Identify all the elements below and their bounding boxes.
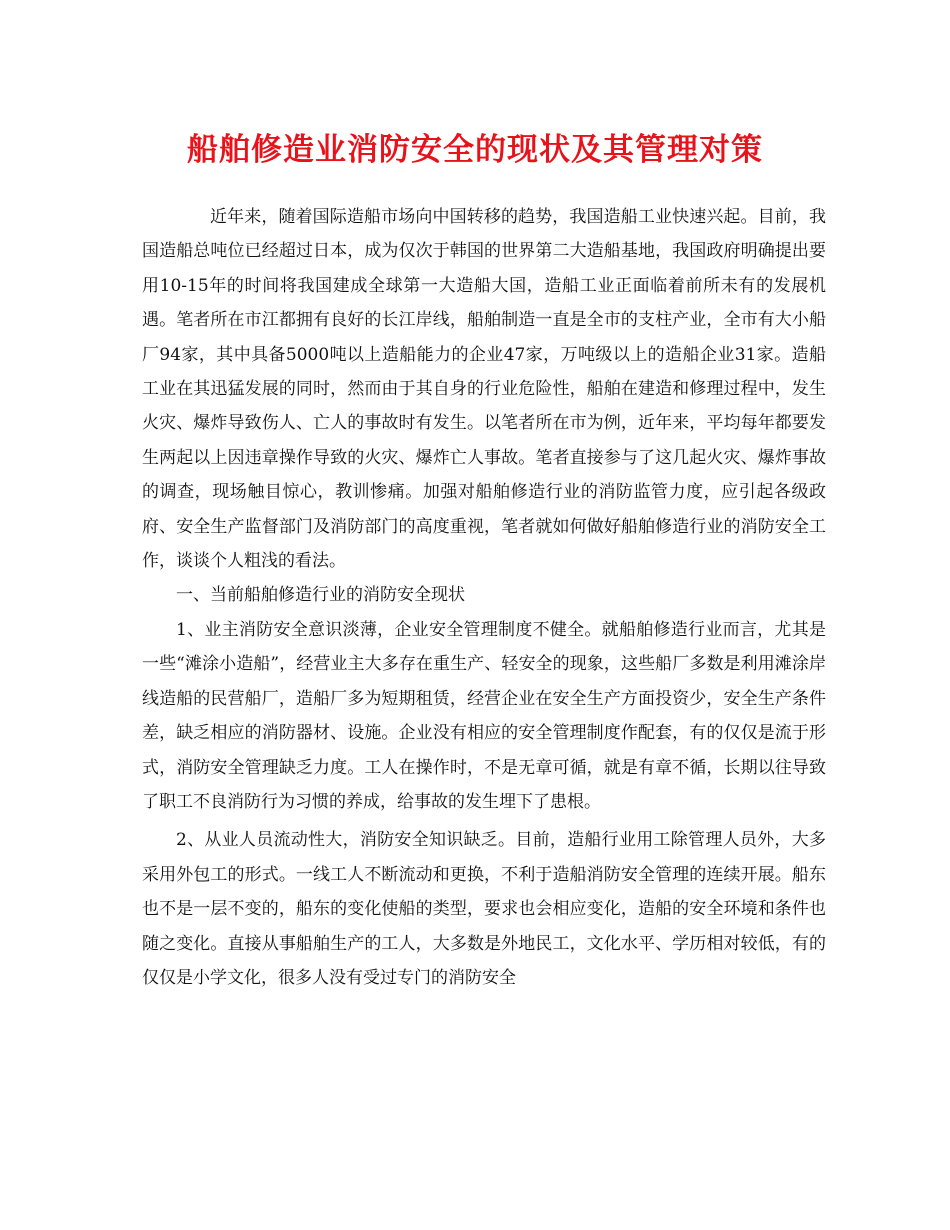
section-heading: 一、当前船舶修造行业的消防安全现状 xyxy=(176,585,465,606)
document-body xyxy=(142,200,826,995)
document-title: 船舶修造业消防安全的现状及其管理对策 xyxy=(187,132,763,168)
list-item-paragraph: 1、业主消防安全意识淡薄，企业安全管理制度不健全。就船舶修造行业而言，尤其是一些“滩涂小造船”，经营业主大多存在重生产、轻安全的现象，这些船厂多数是利用滩涂岸线造船的民营船厂，造船厂多为短期租赁，经营企业在安全生产方面投资少，安全生产条件差，缺乏相应的消防器材、设施。企业没有相应的安全管理制度作配套，有的仅仅是流于形式，消防安全管理缺乏力度。工人在操作时，不是无章可循，就是有章不循，长期以往导致了职工不良消防行为习惯的养成，给事故的发生埋下了患根。 xyxy=(142,619,826,812)
list-item-paragraph: 2、从业人员流动性大，消防安全知识缺乏。目前，造船行业用工除管理人员外，大多采用外包工的形式。一线工人不断流动和更换，不利于造船消防安全管理的连续开展。船东也不是一层不变的，船东的变化使船的类型，要求也会相应变化，造船的安全环境和条件也随之变化。直接从事船舶生产的工人，大多数是外地民工，文化水平、学历相对较低，有的仅仅是小学文化，很多人没有受过专门的消防安全 xyxy=(142,830,826,988)
intro-paragraph: 近年来，随着国际造船市场向中国转移的趋势，我国造船工业快速兴起。目前，我国造船总吨位已经超过日本，成为仅次于韩国的世界第二大造船基地，我国政府明确提出要用10-15年的时间将我国建成全球第一大造船大国，造船工业正面临着前所未有的发展机遇。笔者所在市江都拥有良好的长江岸线，船舶制造一直是全市的支柱产业，全市有大小船厂94家，其中具备5000吨以上造船能力的企业47家，万吨级以上的造船企业31家。造船工业在其迅猛发展的同时，然而由于其自身的行业危险性，船舶在建造和修理过程中，发生火灾、爆炸导致伤人、亡人的事故时有发生。以笔者所在市为例，近年来，平均每年都要发生两起以上因违章操作导致的火灾、爆炸亡人事故。笔者直接参与了这几起火灾、爆炸事故的调查，现场触目惊心，教训惨痛。加强对船舶修造行业的消防监管力度，应引起各级政府、安全生产监督部门及消防部门的高度重视，笔者就如何做好船舶修造行业的消防安全工作，谈谈个人粗浅的看法。 xyxy=(142,207,826,572)
